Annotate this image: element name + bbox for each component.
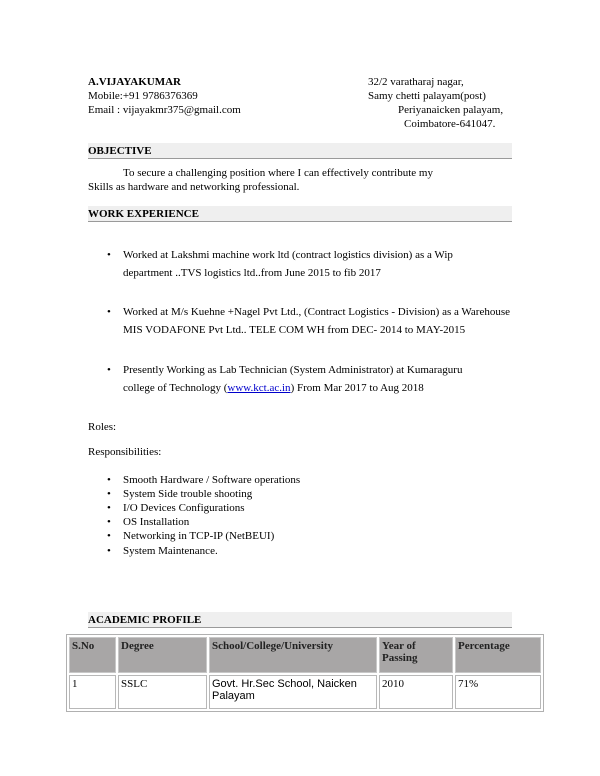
academic-profile-heading: ACADEMIC PROFILE xyxy=(88,612,512,628)
responsibility-item: • OS Installation xyxy=(123,516,189,528)
column-header-degree: Degree xyxy=(118,637,207,673)
cell-sno: 1 xyxy=(69,675,116,709)
responsibility-item: • Networking in TCP-IP (NetBEUI) xyxy=(123,530,274,542)
kct-website-link[interactable]: www.kct.ac.in xyxy=(227,382,291,394)
cell-year: 2010 xyxy=(379,675,453,709)
table-row xyxy=(69,675,541,709)
work-item-1-line-2: department ..TVS logistics ltd..from June 2015 to fib 2017 xyxy=(123,267,381,279)
column-header-year: Year of Passing xyxy=(379,637,453,673)
address-line-2: Samy chetti palayam(post) xyxy=(368,90,486,102)
objective-heading: OBJECTIVE xyxy=(88,143,512,159)
column-header-sno: S.No xyxy=(69,637,116,673)
mobile-number: Mobile:+91 9786376369 xyxy=(88,90,198,102)
work-item-3-line-2 xyxy=(123,382,424,394)
work-item-2-line-1: • Worked at M/s Kuehne +Nagel Pvt Ltd., (Contract Logistics - Division) as a Warehouse xyxy=(123,306,510,318)
roles-label: Roles: xyxy=(88,421,117,433)
objective-line-1: To secure a challenging position where I can effectively contribute my xyxy=(123,167,433,179)
cell-percentage: 71% xyxy=(455,675,541,709)
work-item-1-line-1: • Worked at Lakshmi machine work ltd (contract logistics division) as a Wip xyxy=(123,249,453,261)
work-item-3-text-pre: college of Technology ( xyxy=(123,382,228,394)
column-header-percentage: Percentage xyxy=(455,637,541,673)
cell-degree: SSLC xyxy=(118,675,207,709)
responsibility-item: • Smooth Hardware / Software operations xyxy=(123,474,300,486)
work-item-2-line-2: MIS VODAFONE Pvt Ltd.. TELE COM WH from DEC- 2014 to MAY-2015 xyxy=(123,324,466,336)
work-experience-heading: WORK EXPERIENCE xyxy=(88,206,512,222)
responsibilities-label: Responsibilities: xyxy=(88,446,162,458)
responsibility-item: • I/O Devices Configurations xyxy=(123,502,245,514)
work-item-3-line-1: • Presently Working as Lab Technician (System Administrator) at Kumaraguru xyxy=(123,364,462,376)
cell-school: Govt. Hr.Sec School, Naicken Palayam xyxy=(209,675,377,709)
email-address: Email : vijayakmr375@gmail.com xyxy=(88,104,241,116)
responsibility-item: • System Side trouble shooting xyxy=(123,488,252,500)
column-header-school: School/College/University xyxy=(209,637,377,673)
work-item-3-text-post: ) From Mar 2017 to Aug 2018 xyxy=(290,382,424,394)
candidate-name: A.VIJAYAKUMAR xyxy=(88,76,182,88)
address-line-3: Periyanaicken palayam, xyxy=(398,104,504,116)
objective-line-2: Skills as hardware and networking professional. xyxy=(88,181,300,193)
address-line-1: 32/2 varatharaj nagar, xyxy=(368,76,464,88)
address-line-4: Coimbatore-641047. xyxy=(404,118,496,130)
academic-table xyxy=(66,634,544,712)
responsibility-item: • System Maintenance. xyxy=(123,545,218,557)
academic-table-header-row xyxy=(69,637,541,673)
